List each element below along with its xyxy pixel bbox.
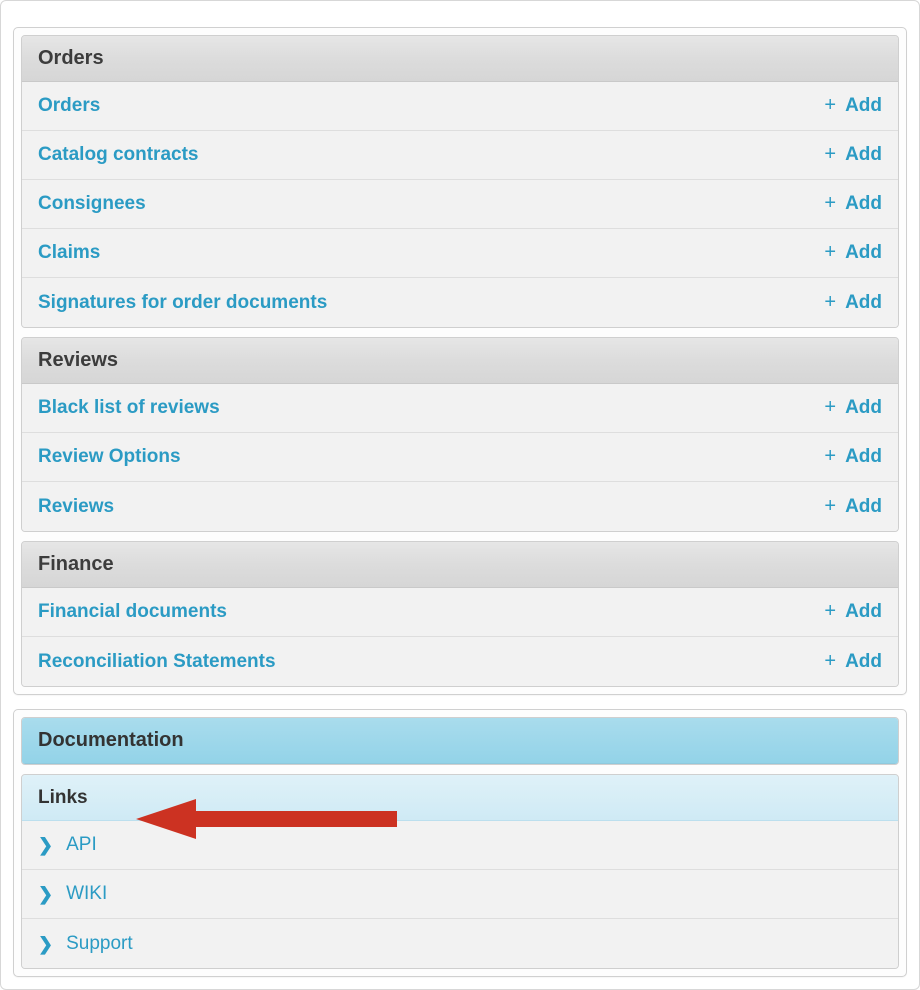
plus-icon: + (824, 290, 837, 313)
link-consignees[interactable]: Consignees (38, 193, 146, 214)
link-financial-documents[interactable]: Financial documents (38, 601, 227, 622)
add-label: Add (845, 95, 882, 116)
link-api[interactable]: API (66, 834, 97, 855)
group-header-orders: Orders (22, 36, 898, 82)
link-claims[interactable]: Claims (38, 242, 101, 263)
list-item[interactable] (22, 919, 898, 968)
add-label: Add (845, 446, 882, 467)
link-reviews[interactable]: Reviews (38, 495, 115, 517)
group-reviews (21, 337, 899, 532)
table-row[interactable] (22, 384, 898, 433)
table-row[interactable] (22, 278, 898, 327)
add-label: Add (845, 495, 882, 517)
add-label: Add (845, 193, 882, 214)
add-review-options-button[interactable] (824, 446, 882, 468)
link-reconciliation-statements[interactable]: Reconciliation Statements (38, 650, 276, 672)
table-row[interactable] (22, 588, 898, 637)
plus-icon: + (824, 494, 837, 517)
admin-sections-panel (13, 27, 907, 695)
add-label: Add (845, 601, 882, 622)
add-signatures-button[interactable] (824, 292, 882, 314)
table-row[interactable] (22, 131, 898, 180)
plus-icon: + (824, 94, 837, 116)
group-orders (21, 35, 899, 328)
group-header-finance: Finance (22, 542, 898, 588)
add-financial-documents-button[interactable] (824, 601, 882, 623)
add-label: Add (845, 291, 882, 313)
add-label: Add (845, 144, 882, 165)
table-row[interactable] (22, 433, 898, 482)
link-orders[interactable]: Orders (38, 95, 101, 116)
group-header-reviews: Reviews (22, 338, 898, 384)
plus-icon: + (824, 649, 837, 672)
documentation-panel (13, 709, 907, 977)
add-orders-button[interactable] (824, 95, 882, 117)
table-row[interactable] (22, 637, 898, 686)
chevron-right-icon: ❯ (38, 835, 54, 855)
link-signatures-for-order-documents[interactable]: Signatures for order documents (38, 291, 328, 313)
chevron-right-icon: ❯ (38, 884, 54, 904)
table-row[interactable] (22, 180, 898, 229)
table-row[interactable] (22, 229, 898, 278)
plus-icon: + (824, 396, 837, 418)
group-finance (21, 541, 899, 687)
add-black-list-button[interactable] (824, 397, 882, 419)
links-header: Links (22, 775, 898, 821)
chevron-right-icon: ❯ (38, 933, 54, 954)
add-label: Add (845, 242, 882, 263)
group-documentation (21, 717, 899, 765)
add-reviews-button[interactable] (824, 496, 882, 518)
group-links (21, 774, 899, 969)
list-item[interactable] (22, 821, 898, 870)
plus-icon: + (824, 600, 837, 622)
add-label: Add (845, 397, 882, 418)
link-wiki[interactable]: WIKI (66, 883, 108, 904)
link-review-options[interactable]: Review Options (38, 446, 181, 467)
plus-icon: + (824, 241, 837, 263)
add-label: Add (845, 650, 882, 672)
table-row[interactable] (22, 482, 898, 531)
plus-icon: + (824, 143, 837, 165)
table-row[interactable] (22, 82, 898, 131)
plus-icon: + (824, 192, 837, 214)
add-reconciliation-statements-button[interactable] (824, 651, 882, 673)
plus-icon: + (824, 445, 837, 467)
add-consignees-button[interactable] (824, 193, 882, 215)
link-black-list-of-reviews[interactable]: Black list of reviews (38, 397, 220, 418)
list-item[interactable] (22, 870, 898, 919)
link-catalog-contracts[interactable]: Catalog contracts (38, 144, 199, 165)
add-catalog-contracts-button[interactable] (824, 144, 882, 166)
link-support[interactable]: Support (66, 932, 133, 954)
add-claims-button[interactable] (824, 242, 882, 264)
documentation-header: Documentation (22, 718, 898, 764)
